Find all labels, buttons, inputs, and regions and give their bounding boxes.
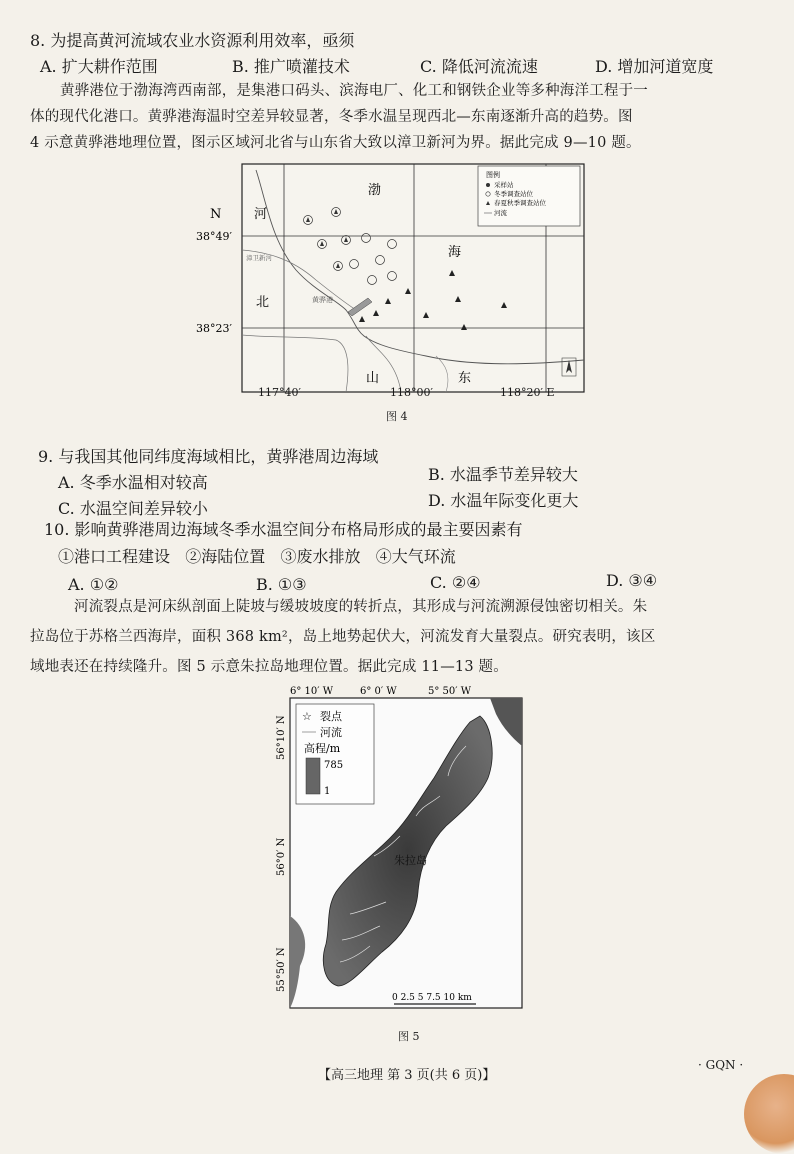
passage2-line3: 域地表还在持续隆升。图 5 示意朱拉岛地理位置。据此完成 11—13 题。 bbox=[30, 659, 508, 675]
fig5-lat-1: 56°10′ N bbox=[276, 715, 287, 760]
fig4-label-river: 漳卫新河 bbox=[246, 254, 272, 262]
figure-4-map bbox=[196, 160, 596, 410]
passage1-line1: 黄骅港位于渤海湾西南部，是集港口码头、滨海电厂、化工和钢铁企业等多种海洋工程于一 bbox=[60, 83, 648, 99]
q9-option-d: D. 水温年际变化更大 bbox=[428, 491, 579, 510]
fig5-legend-elev: 高程/m bbox=[304, 742, 341, 755]
figure-5-map bbox=[270, 686, 530, 1016]
q8-option-b: B. 推广喷灌技术 bbox=[232, 57, 350, 76]
fig4-label-dong: 东 bbox=[458, 371, 472, 386]
fig4-label-bei: 北 bbox=[256, 295, 270, 310]
q8-stem: 8. 为提高黄河流域农业水资源利用效率，亟须 bbox=[30, 31, 355, 50]
q8-option-d: D. 增加河道宽度 bbox=[595, 57, 714, 76]
q8-option-a: A. 扩大耕作范围 bbox=[40, 57, 158, 76]
fig5-caption: 图 5 bbox=[398, 1030, 420, 1043]
fig4-legend-item-2: 冬季调查站位 bbox=[494, 190, 533, 198]
passage1-line3: 4 示意黄骅港地理位置，图示区域河北省与山东省大致以漳卫新河为界。据此完成 9—10 题。 bbox=[30, 135, 641, 151]
fig4-label-port: 黄骅港 bbox=[312, 296, 333, 304]
fig4-caption: 图 4 bbox=[386, 410, 408, 423]
corner-stain bbox=[744, 1074, 794, 1154]
q8-option-c: C. 降低河流流速 bbox=[420, 57, 538, 76]
fig4-label-hai: 海 bbox=[448, 245, 462, 260]
passage2-line1: 河流裂点是河床纵剖面上陡坡与缓坡坡度的转折点，其形成与河流溯源侵蚀密切相关。朱 bbox=[74, 599, 648, 615]
fig4-lat-bottom: 38°23′ bbox=[196, 322, 232, 335]
fig5-lat-2: 56°0′ N bbox=[276, 837, 287, 876]
passage1-line2: 体的现代化港口。黄骅港海温时空差异较显著，冬季水温呈现西北—东南逐渐升高的趋势。图 bbox=[30, 109, 633, 125]
q9-option-c: C. 水温空间差异较小 bbox=[58, 499, 208, 518]
fig5-legend-knick: 裂点 bbox=[320, 710, 342, 723]
fig4-label-shan: 山 bbox=[366, 371, 380, 386]
q10-option-d: D. ③④ bbox=[606, 571, 658, 590]
passage2-line2: 拉岛位于苏格兰西海岸，面积 368 km²，岛上地势起伏大，河流发育大量裂点。研究表明，该区 bbox=[30, 629, 656, 645]
fig4-north: N bbox=[210, 207, 222, 222]
fig5-scale-label: 0 2.5 5 7.5 10 km bbox=[392, 993, 472, 1003]
star-icon: ☆ bbox=[302, 710, 312, 723]
fig5-legend-river: 河流 bbox=[320, 726, 342, 739]
fig5-island-label: 朱拉岛 bbox=[394, 854, 427, 867]
fig5-lat-3: 55°50′ N bbox=[276, 947, 287, 992]
fig4-legend-item-1: 采样站 bbox=[494, 181, 514, 189]
fig4-lon-right: 118°20′ E bbox=[500, 386, 555, 399]
fig5-lon-1: 6° 10′ W bbox=[290, 686, 333, 697]
fig4-legend-item-4: 河流 bbox=[494, 209, 507, 217]
q9-stem: 9. 与我国其他同纬度海域相比，黄骅港周边海域 bbox=[38, 447, 379, 466]
footer-page-info: 【高三地理 第 3 页(共 6 页)】 bbox=[318, 1068, 496, 1083]
q10-option-b: B. ①③ bbox=[256, 575, 307, 594]
fig5-legend-min: 1 bbox=[324, 786, 331, 797]
fig4-legend-item-3: 春夏秋季调查站位 bbox=[494, 199, 546, 207]
fig4-label-he: 河 bbox=[254, 207, 268, 222]
fig4-legend-title: 图例 bbox=[486, 171, 500, 179]
fig4-lon-mid: 118°00′ bbox=[390, 386, 433, 399]
fig4-label-bo: 渤 bbox=[368, 183, 382, 198]
q10-option-a: A. ①② bbox=[68, 575, 119, 594]
q9-option-a: A. 冬季水温相对较高 bbox=[58, 473, 208, 492]
fig5-lon-2: 6° 0′ W bbox=[360, 686, 397, 697]
q9-option-b: B. 水温季节差异较大 bbox=[428, 465, 578, 484]
q10-option-c: C. ②④ bbox=[430, 573, 481, 592]
q10-factors: ①港口工程建设 ②海陆位置 ③废水排放 ④大气环流 bbox=[58, 547, 456, 566]
fig5-lon-3: 5° 50′ W bbox=[428, 686, 471, 697]
fig5-legend-max: 785 bbox=[324, 760, 344, 771]
q10-stem: 10. 影响黄骅港周边海域冬季水温空间分布格局形成的最主要因素有 bbox=[44, 520, 523, 539]
fig4-lon-left: 117°40′ bbox=[258, 386, 301, 399]
fig4-lat-top: 38°49′ bbox=[196, 230, 232, 243]
footer-code: · GQN · bbox=[698, 1058, 744, 1072]
